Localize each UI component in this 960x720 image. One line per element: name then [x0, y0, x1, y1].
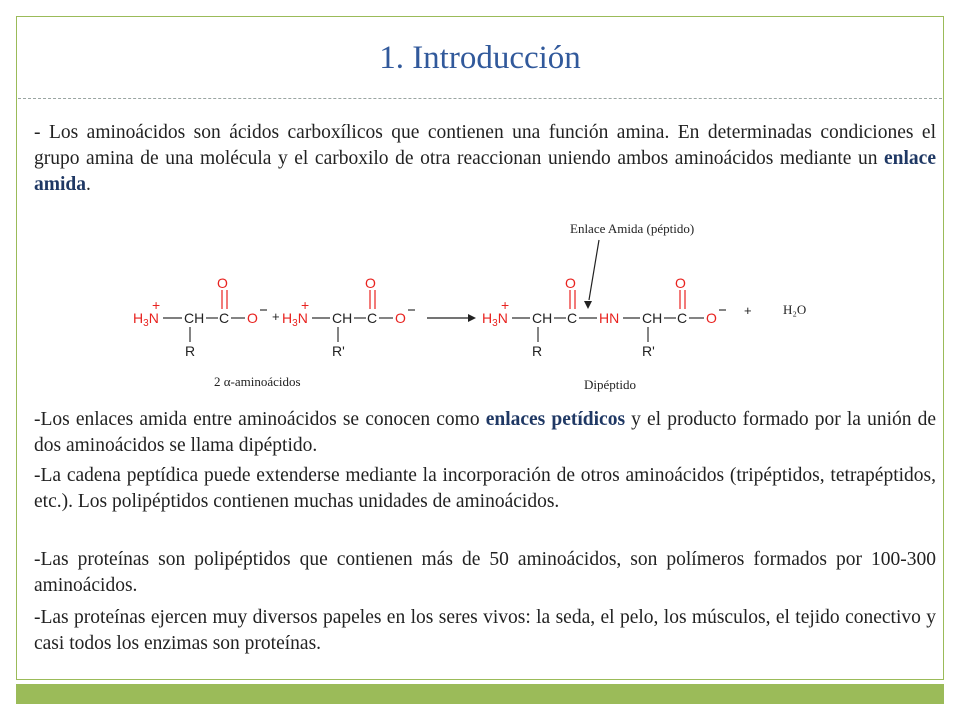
reaction-arrow-head — [468, 314, 476, 322]
p2-bold: enlaces petídicos — [485, 409, 626, 430]
reactants-caption: 2 α-aminoácidos — [214, 374, 301, 389]
paragraph-peptide-bonds — [34, 407, 936, 459]
carboxylate-o-dipeptide: O — [706, 310, 717, 326]
product-caption: Dipéptido — [584, 377, 636, 392]
amino-acid-1 — [133, 275, 267, 359]
p1-text: - Los aminoácidos son ácidos carboxílicos que contienen una función amina. En determinadas condiciones el grupo amina de una molécula y el carboxilo de otra reaccionan uniendo ambos aminoácidos mediante un — [34, 122, 936, 169]
r-prime-group-dipeptide: R' — [642, 343, 655, 359]
paragraph-peptide-chain: -La cadena peptídica puede extenderse mediante la incorporación de otros aminoácidos (tripéptidos, tetrapéptidos, etc.). Los polipéptidos contienen muchas unidades de aminoácidos. — [34, 465, 936, 512]
r-prime-group-2: R' — [332, 343, 345, 359]
carbonyl-o-dipeptide-2: O — [675, 275, 686, 291]
carbonyl-o-dipeptide-1: O — [565, 275, 576, 291]
amide-bond-label: Enlace Amida (péptido) — [570, 221, 695, 236]
plus-charge-dipeptide: + — [501, 297, 510, 313]
plus-sign-reactants: + — [272, 309, 280, 324]
footer-bar — [16, 684, 944, 704]
paragraph-proteins-definition: -Las proteínas son polipéptidos que contienen más de 50 aminoácidos, son polímeros formados por 100-300 aminoácidos. — [34, 549, 936, 596]
amine-group-1: $H_3N$ — [133, 310, 159, 329]
ch-2: CH — [332, 310, 353, 326]
ch-dipeptide-2: CH — [642, 310, 663, 326]
carbonyl-o-1: O — [217, 275, 228, 291]
p1-bold: enlace amida — [34, 148, 936, 195]
r-group-1: R — [185, 343, 196, 359]
p2-end: y el producto formado por la unión de dos aminoácidos se llama dipéptido. — [34, 409, 937, 456]
amine-group-2: $H_3N$ — [282, 310, 308, 329]
carboxylate-o-2: O — [395, 310, 406, 326]
ch-1: CH — [184, 310, 205, 326]
water-molecule: H₂O — [783, 302, 807, 317]
amide-pointer-line — [589, 240, 599, 300]
carbonyl-c-1: C — [219, 310, 230, 326]
dipeptide — [482, 275, 726, 359]
plus-sign-products: + — [744, 303, 752, 318]
ch-dipeptide-1: CH — [532, 310, 553, 326]
plus-charge-1: + — [152, 297, 161, 313]
r-group-dipeptide: R — [532, 343, 543, 359]
p2-text: -Los enlaces amida entre aminoácidos se conocen como — [34, 409, 486, 430]
amine-group-dipeptide: $H_3N$ — [482, 310, 508, 329]
carbonyl-c-2: C — [367, 310, 378, 326]
p1-end: . — [86, 174, 91, 195]
carbonyl-c-dipeptide-2: C — [677, 310, 688, 326]
carboxylate-o-1: O — [247, 310, 258, 326]
slide-title: 1. Introducción — [379, 40, 581, 76]
amide-pointer-head — [584, 301, 592, 309]
carbonyl-o-2: O — [365, 275, 376, 291]
amide-nh: HN — [599, 310, 620, 326]
amino-acid-2 — [282, 275, 415, 359]
carbonyl-c-dipeptide-1: C — [567, 310, 578, 326]
paragraph-protein-roles: -Las proteínas ejercen muy diversos papeles en los seres vivos: la seda, el pelo, los músculos, el tejido conectivo y casi todos los enzimas son proteínas. — [34, 607, 936, 654]
plus-charge-2: + — [301, 297, 310, 313]
